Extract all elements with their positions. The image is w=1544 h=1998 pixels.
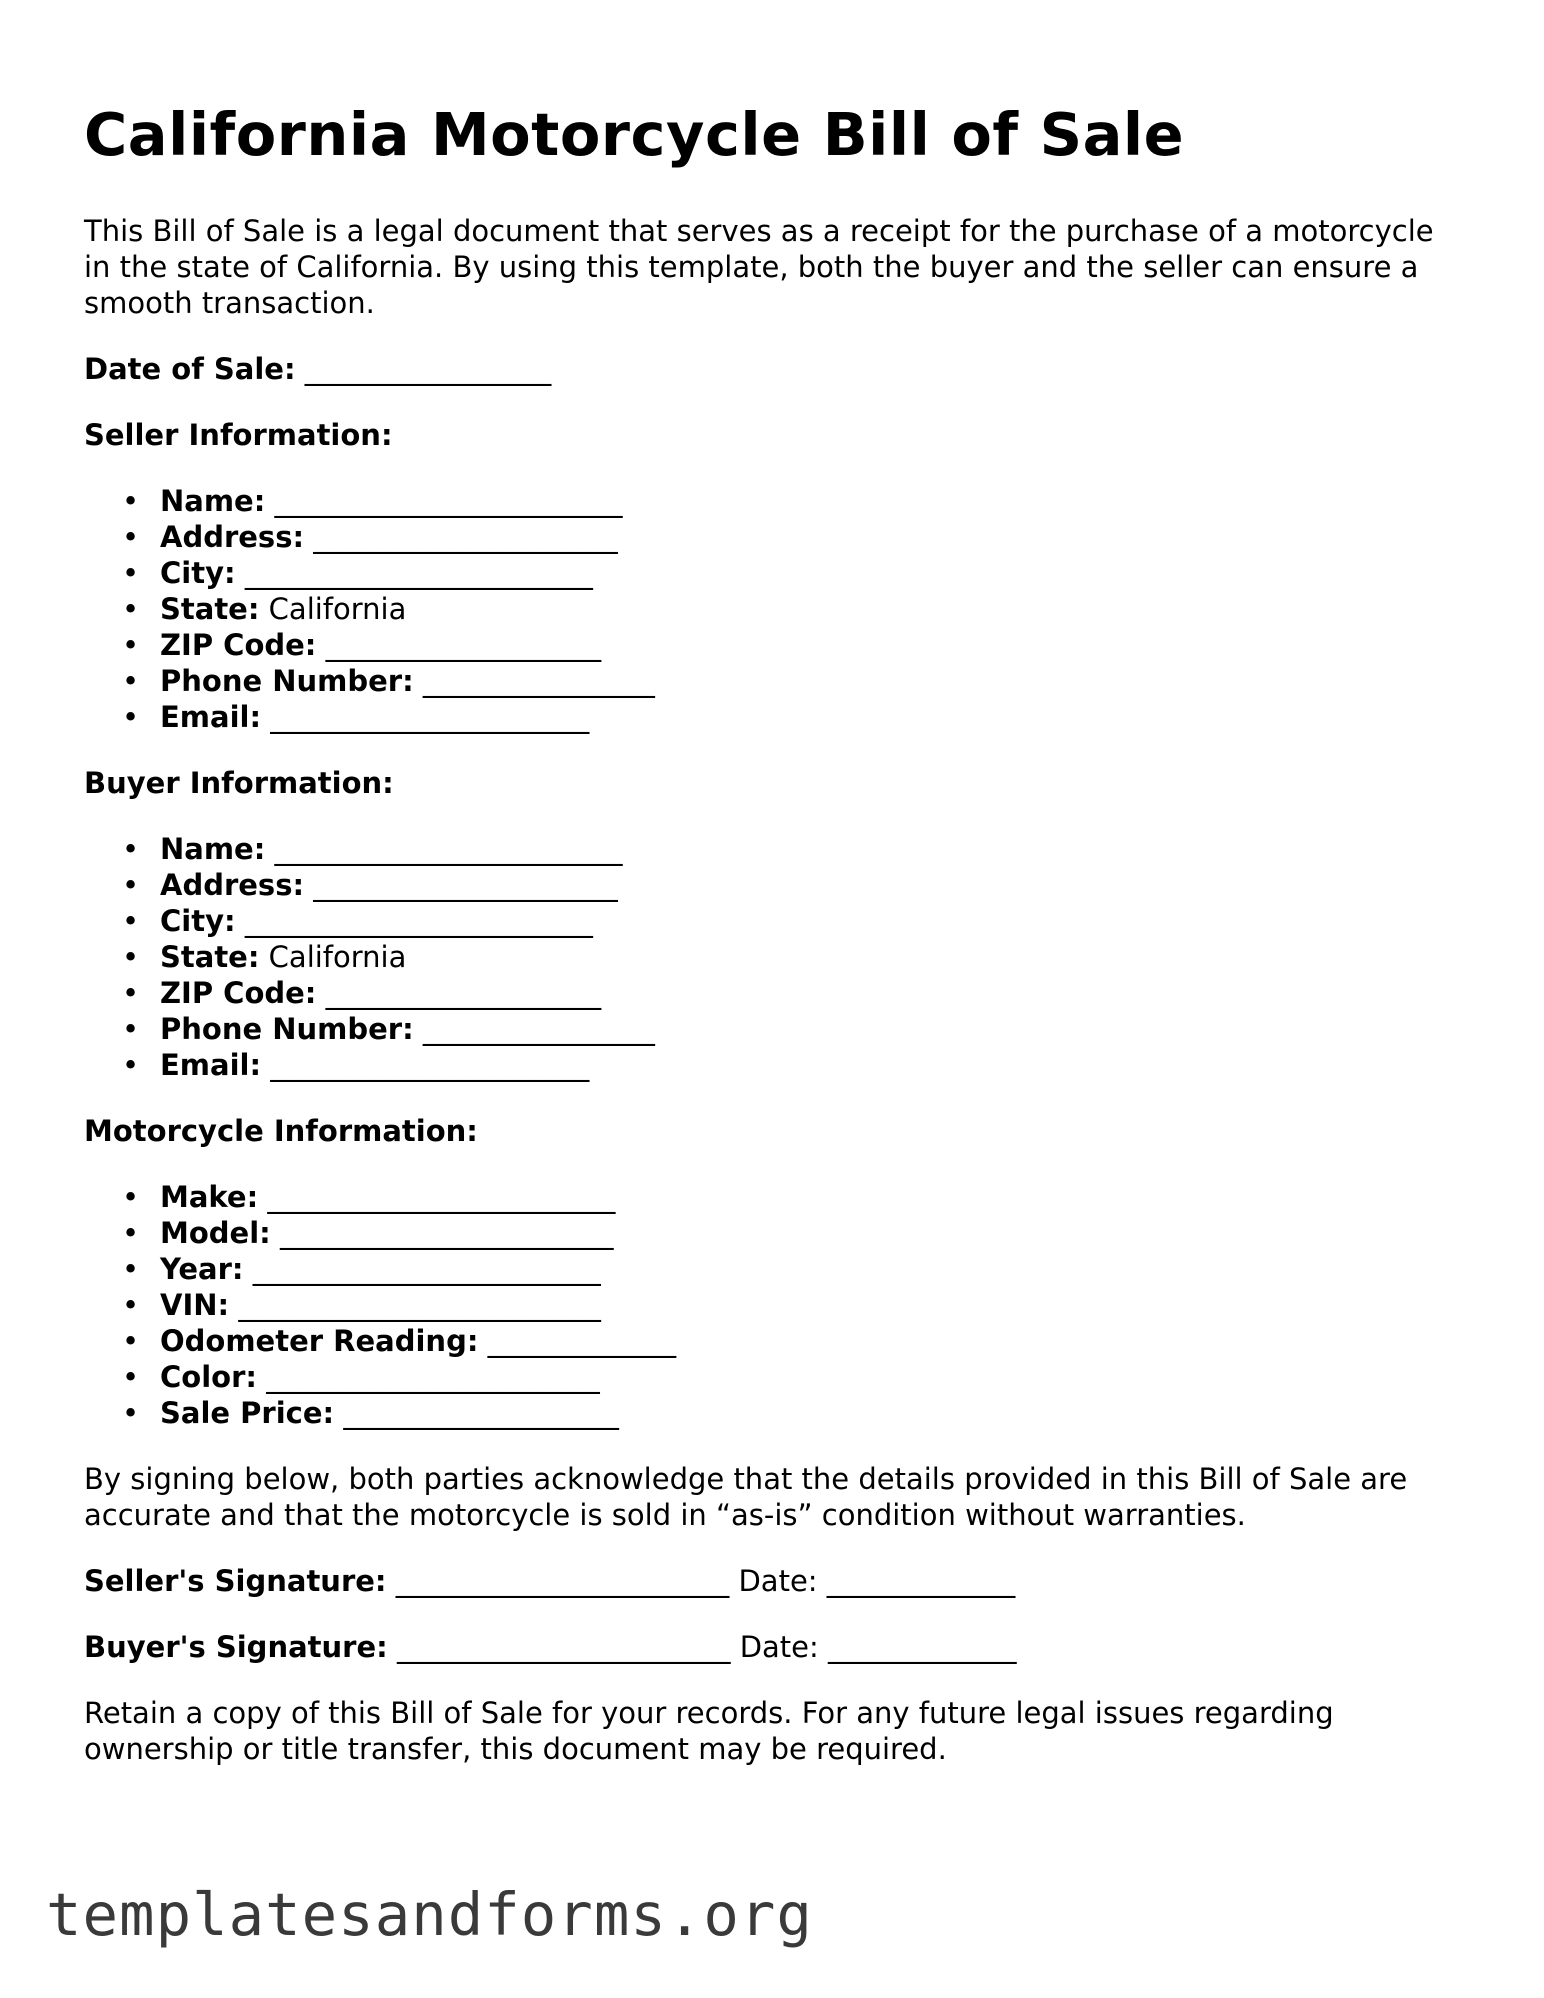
seller-city-item: [122, 555, 1464, 591]
site-watermark: templatesandforms.org: [46, 1880, 813, 1949]
seller-section-heading: [84, 417, 1464, 453]
seller-date-blank[interactable]: _____________: [826, 1563, 1016, 1598]
bullet-icon: •: [122, 699, 140, 734]
seller-signature-label: Seller's Signature:: [84, 1563, 387, 1598]
buyer-name-blank[interactable]: ________________________: [274, 831, 623, 866]
date-of-sale-line: [84, 351, 1464, 387]
seller-signature-line: [84, 1563, 1464, 1599]
field-label: Sale Price:: [160, 1395, 335, 1430]
motorcycle-make-blank[interactable]: ________________________: [267, 1179, 616, 1214]
buyer-date-blank[interactable]: _____________: [828, 1629, 1017, 1664]
field-label: Phone Number:: [160, 1011, 414, 1046]
bullet-icon: •: [122, 627, 140, 662]
buyer-name-item: [122, 831, 1464, 867]
seller-date-label: Date:: [738, 1563, 818, 1598]
motorcycle-model-item: [122, 1215, 1464, 1251]
buyer-signature-label: Buyer's Signature:: [84, 1629, 388, 1664]
seller-address-blank[interactable]: _____________________: [313, 519, 618, 554]
buyer-email-blank[interactable]: ______________________: [270, 1047, 590, 1082]
buyer-address-item: [122, 867, 1464, 903]
buyer-city-blank[interactable]: ________________________: [244, 903, 593, 938]
document-page: [84, 100, 1464, 1767]
seller-state-item: [122, 591, 1464, 627]
field-label: Address:: [160, 867, 305, 902]
seller-email-item: [122, 699, 1464, 735]
buyer-state-value: California: [268, 939, 407, 974]
seller-city-blank[interactable]: ________________________: [244, 555, 593, 590]
buyer-phone-item: [122, 1011, 1464, 1047]
seller-phone-blank[interactable]: ________________: [422, 663, 655, 698]
buyer-section-heading: [84, 765, 1464, 801]
bullet-icon: •: [122, 1215, 140, 1250]
field-label: VIN:: [160, 1287, 230, 1322]
bullet-icon: •: [122, 1179, 140, 1214]
seller-email-blank[interactable]: ______________________: [270, 699, 590, 734]
motorcycle-color-item: [122, 1359, 1464, 1395]
motorcycle-odometer-blank[interactable]: _____________: [487, 1323, 677, 1358]
bullet-icon: •: [122, 555, 140, 590]
buyer-signature-line: [84, 1629, 1464, 1665]
field-label: City:: [160, 903, 236, 938]
retain-note-paragraph: Retain a copy of this Bill of Sale for your records. For any future legal issues regarding ownership or title transfer, this document may be required.: [84, 1695, 1334, 1766]
seller-name-item: [122, 483, 1464, 519]
field-label: Name:: [160, 831, 266, 866]
intro-paragraph: This Bill of Sale is a legal document that serves as a receipt for the purchase of a motorcycle in the state of California. By using this template, both the buyer and the seller can ensure a smooth transaction.: [84, 213, 1434, 320]
bullet-icon: •: [122, 831, 140, 866]
field-label: ZIP Code:: [160, 975, 317, 1010]
bullet-icon: •: [122, 1359, 140, 1394]
bullet-icon: •: [122, 1287, 140, 1322]
field-label: Make:: [160, 1179, 259, 1214]
motorcycle-price-item: [122, 1395, 1464, 1431]
seller-zip-blank[interactable]: ___________________: [325, 627, 602, 662]
seller-phone-item: [122, 663, 1464, 699]
bullet-icon: •: [122, 591, 140, 626]
motorcycle-fields-list: [84, 1179, 1464, 1431]
seller-signature-blank[interactable]: _______________________: [395, 1563, 730, 1598]
buyer-zip-item: [122, 975, 1464, 1011]
buyer-date-label: Date:: [739, 1629, 819, 1664]
field-label: Year:: [160, 1251, 244, 1286]
buyer-heading-text: Buyer Information:: [84, 765, 394, 800]
bullet-icon: •: [122, 483, 140, 518]
bullet-icon: •: [122, 1011, 140, 1046]
field-label: Model:: [160, 1215, 271, 1250]
buyer-address-blank[interactable]: _____________________: [313, 867, 618, 902]
bullet-icon: •: [122, 975, 140, 1010]
date-of-sale-label: Date of Sale:: [84, 351, 296, 386]
date-of-sale-blank[interactable]: _________________: [304, 351, 552, 386]
field-label: Email:: [160, 1047, 262, 1082]
bullet-icon: •: [122, 903, 140, 938]
seller-zip-item: [122, 627, 1464, 663]
field-label: Address:: [160, 519, 305, 554]
acknowledgement-paragraph: By signing below, both parties acknowledge that the details provided in this Bill of Sale are accurate and that the motorcycle is sold in “as-is” condition without warranties.: [84, 1461, 1408, 1532]
motorcycle-color-blank[interactable]: _______________________: [266, 1359, 600, 1394]
buyer-signature-blank[interactable]: _______________________: [396, 1629, 731, 1664]
motorcycle-year-blank[interactable]: ________________________: [252, 1251, 601, 1286]
buyer-zip-blank[interactable]: ___________________: [325, 975, 602, 1010]
document-title: California Motorcycle Bill of Sale: [84, 100, 1185, 169]
motorcycle-year-item: [122, 1251, 1464, 1287]
field-label: Email:: [160, 699, 262, 734]
motorcycle-vin-item: [122, 1287, 1464, 1323]
field-label: State:: [160, 591, 260, 626]
field-label: Phone Number:: [160, 663, 414, 698]
seller-heading-text: Seller Information:: [84, 417, 393, 452]
bullet-icon: •: [122, 939, 140, 974]
seller-address-item: [122, 519, 1464, 555]
field-label: Odometer Reading:: [160, 1323, 479, 1358]
motorcycle-odometer-item: [122, 1323, 1464, 1359]
field-label: City:: [160, 555, 236, 590]
bullet-icon: •: [122, 1251, 140, 1286]
bullet-icon: •: [122, 519, 140, 554]
buyer-city-item: [122, 903, 1464, 939]
motorcycle-make-item: [122, 1179, 1464, 1215]
buyer-state-item: [122, 939, 1464, 975]
bullet-icon: •: [122, 1047, 140, 1082]
field-label: State:: [160, 939, 260, 974]
bullet-icon: •: [122, 1323, 140, 1358]
field-label: Name:: [160, 483, 266, 518]
buyer-fields-list: [84, 831, 1464, 1083]
buyer-phone-blank[interactable]: ________________: [422, 1011, 655, 1046]
field-label: ZIP Code:: [160, 627, 317, 662]
seller-name-blank[interactable]: ________________________: [274, 483, 623, 518]
motorcycle-vin-blank[interactable]: _________________________: [238, 1287, 601, 1322]
motorcycle-model-blank[interactable]: _______________________: [279, 1215, 614, 1250]
field-label: Color:: [160, 1359, 257, 1394]
bullet-icon: •: [122, 663, 140, 698]
buyer-email-item: [122, 1047, 1464, 1083]
seller-fields-list: [84, 483, 1464, 735]
motorcycle-price-blank[interactable]: ___________________: [343, 1395, 619, 1430]
bullet-icon: •: [122, 867, 140, 902]
motorcycle-heading-text: Motorcycle Information:: [84, 1113, 478, 1148]
seller-state-value: California: [268, 591, 407, 626]
bullet-icon: •: [122, 1395, 140, 1430]
motorcycle-section-heading: [84, 1113, 1464, 1149]
